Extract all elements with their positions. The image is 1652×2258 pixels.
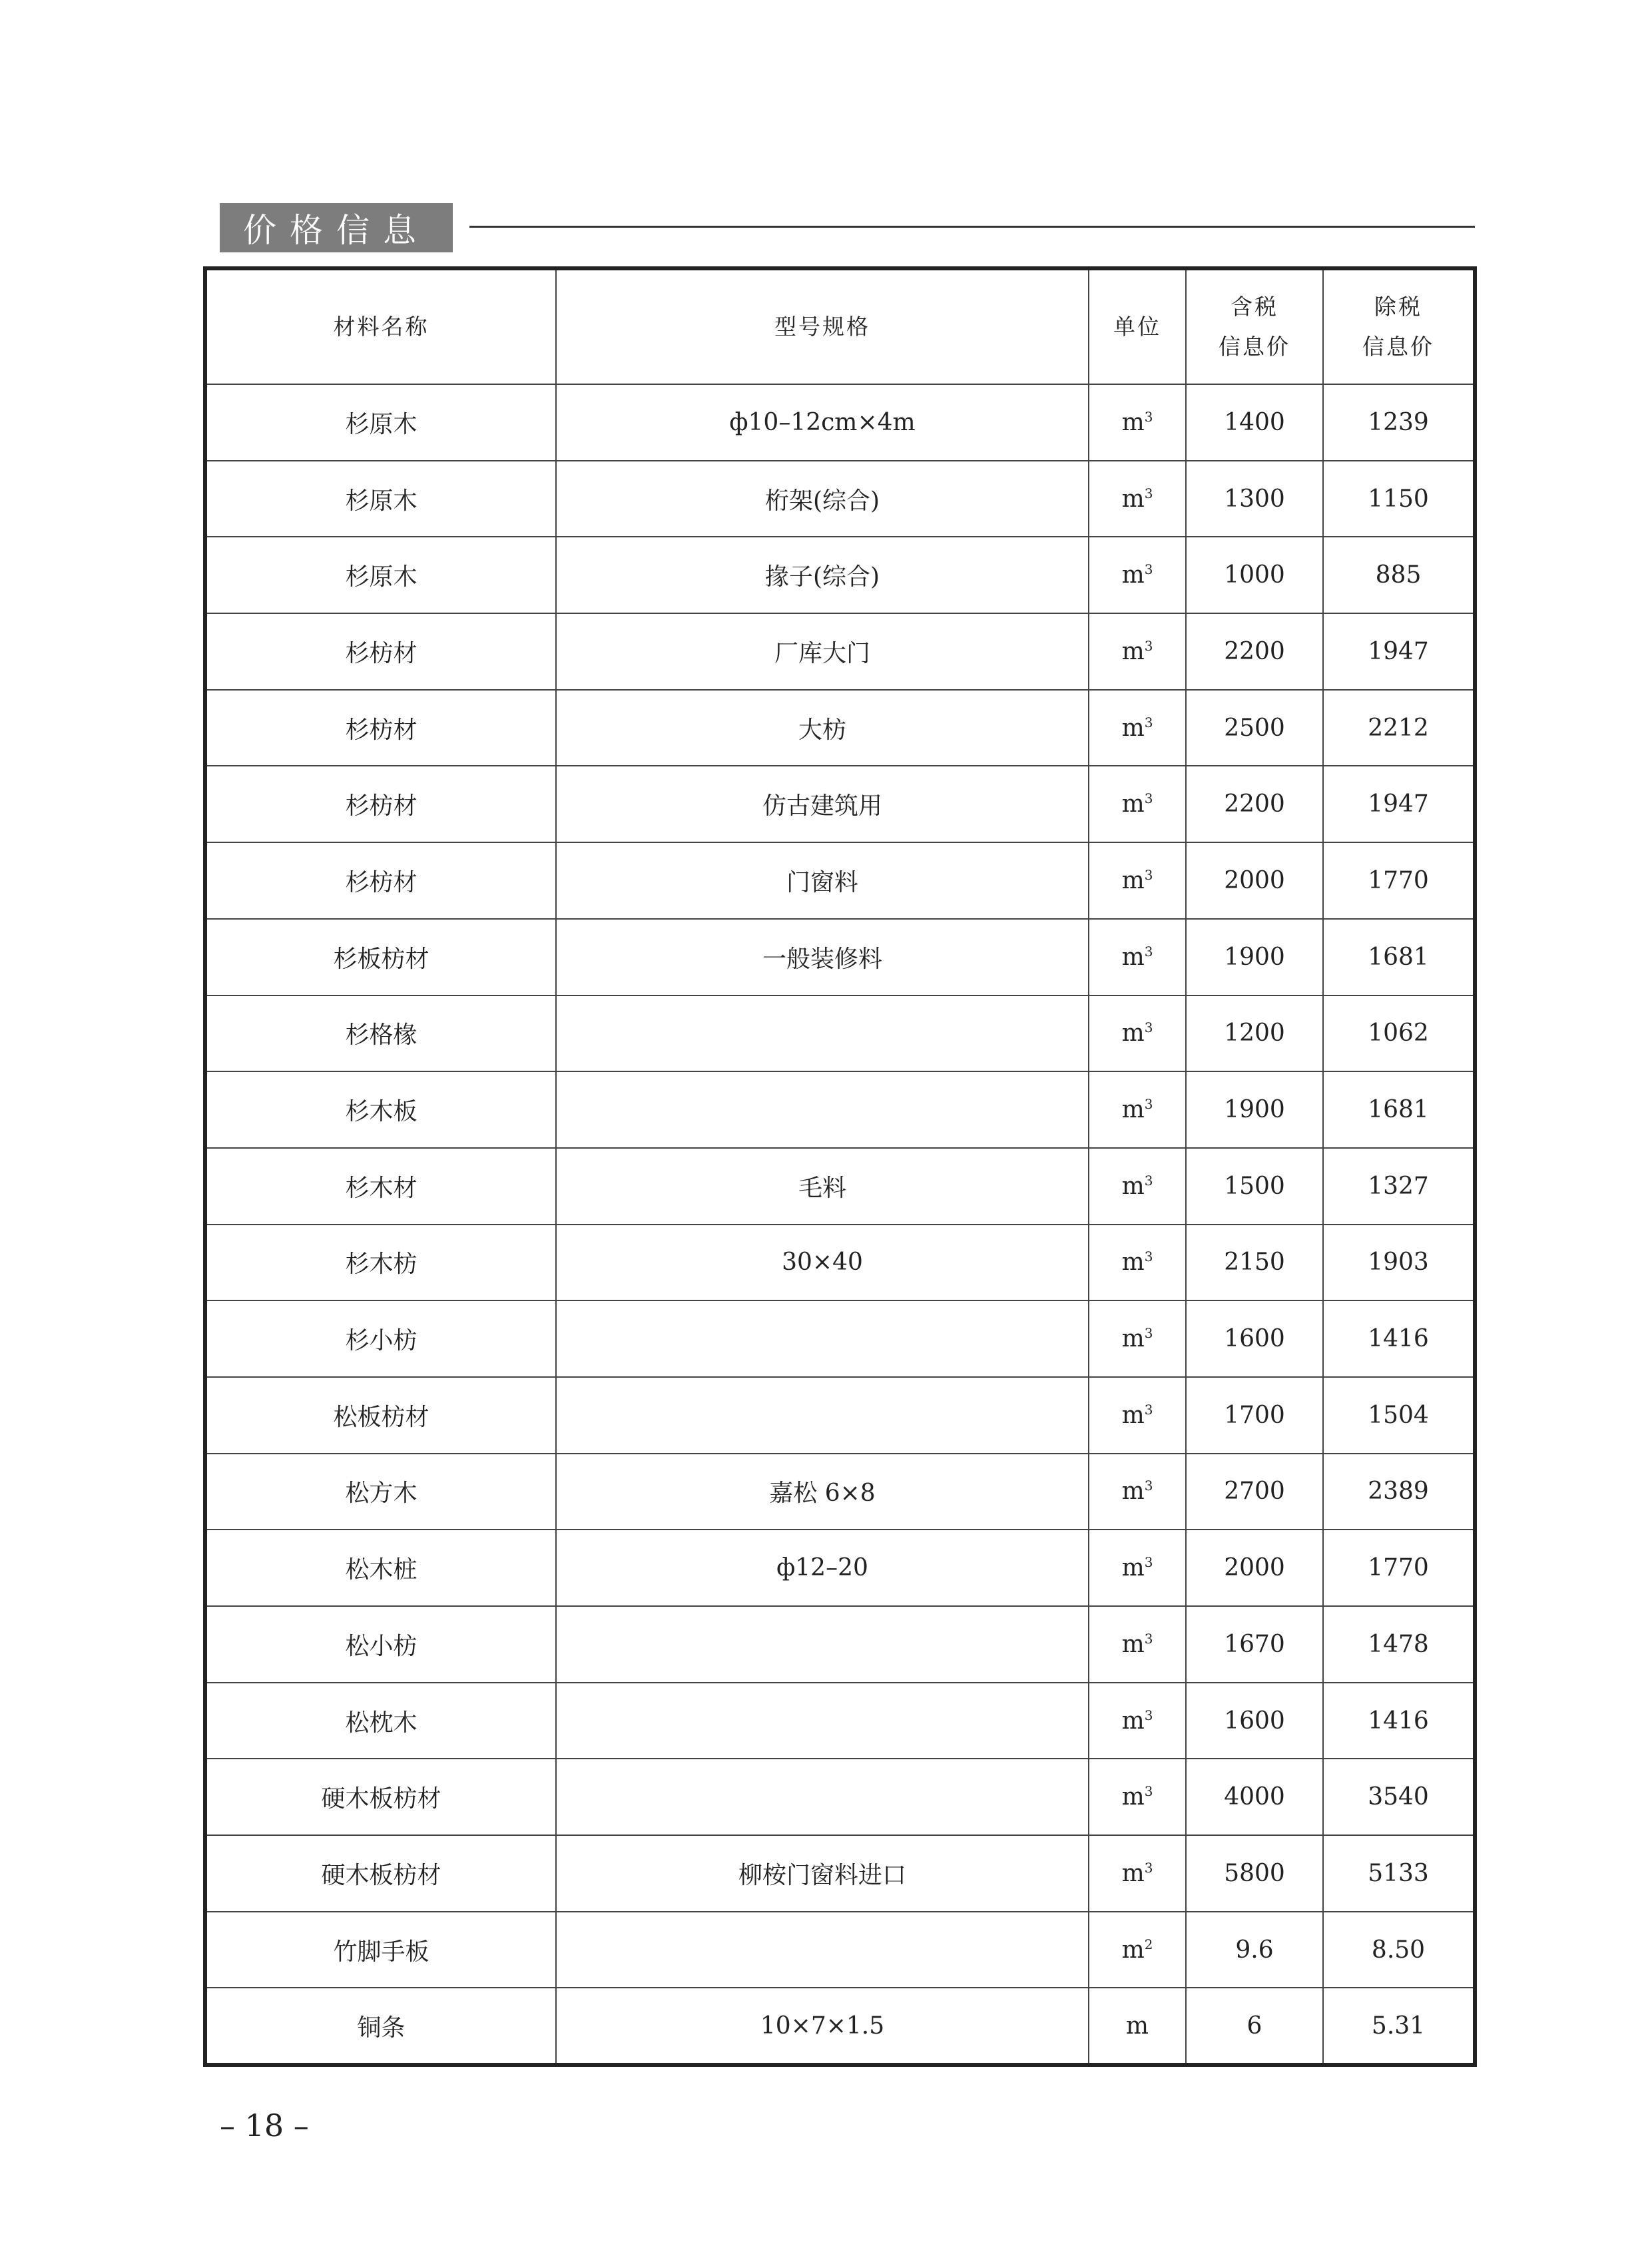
header-price-with-tax xyxy=(1186,270,1323,384)
material-name-cell: 杉原木 xyxy=(207,384,556,461)
table-row xyxy=(207,919,1473,995)
material-name-cell: 硬木板枋材 xyxy=(207,1835,556,1912)
price-without-tax-cell: 8.50 xyxy=(1323,1912,1473,1988)
price-with-tax-cell: 2000 xyxy=(1186,1530,1323,1606)
spec-cell: 桁架(综合) xyxy=(556,461,1089,537)
table-row xyxy=(207,995,1473,1072)
material-name-cell: 竹脚手板 xyxy=(207,1912,556,1988)
price-with-tax-cell: 1600 xyxy=(1186,1683,1323,1759)
unit-base: m xyxy=(1121,485,1145,513)
unit-cell xyxy=(1089,537,1186,613)
table-row xyxy=(207,1454,1473,1530)
spec-cell: ф12–20 xyxy=(556,1530,1089,1606)
table-row xyxy=(207,766,1473,842)
price-with-tax-cell: 1700 xyxy=(1186,1377,1323,1454)
unit-base: m xyxy=(1121,943,1145,971)
spec-cell xyxy=(556,1606,1089,1683)
price-with-tax-cell: 1900 xyxy=(1186,919,1323,995)
spec-cell xyxy=(556,1912,1089,1988)
price-with-tax-cell: 1900 xyxy=(1186,1071,1323,1148)
unit-cell xyxy=(1089,384,1186,461)
header-price-with-tax-line2: 信息价 xyxy=(1219,334,1290,360)
price-without-tax-cell: 2212 xyxy=(1323,690,1473,766)
price-with-tax-cell: 1300 xyxy=(1186,461,1323,537)
table-row xyxy=(207,1300,1473,1377)
price-without-tax-cell: 1681 xyxy=(1323,919,1473,995)
table-row xyxy=(207,1606,1473,1683)
price-with-tax-cell: 1400 xyxy=(1186,384,1323,461)
material-name-cell: 杉板枋材 xyxy=(207,919,556,995)
price-with-tax-cell: 1500 xyxy=(1186,1148,1323,1225)
unit-exponent: 3 xyxy=(1144,1096,1153,1113)
price-without-tax-cell: 1947 xyxy=(1323,613,1473,690)
spec-cell: 10×7×1.5 xyxy=(556,1988,1089,2063)
spec-cell: 30×40 xyxy=(556,1225,1089,1301)
price-with-tax-cell: 1200 xyxy=(1186,995,1323,1072)
table-row xyxy=(207,1071,1473,1148)
section-title: 价格信息 xyxy=(220,203,453,252)
header-price-without-tax xyxy=(1323,270,1473,384)
spec-cell: 掾子(综合) xyxy=(556,537,1089,613)
material-name-cell: 硬木板枋材 xyxy=(207,1759,556,1835)
spec-cell: 一般装修料 xyxy=(556,919,1089,995)
table-row xyxy=(207,461,1473,537)
table-row xyxy=(207,613,1473,690)
spec-cell xyxy=(556,1300,1089,1377)
header-price-with-tax-line1: 含税 xyxy=(1231,294,1278,320)
spec-cell: 柳桉门窗料进口 xyxy=(556,1835,1089,1912)
unit-base: m xyxy=(1121,1478,1145,1506)
unit-base: m xyxy=(1121,1783,1145,1811)
unit-base: m xyxy=(1121,1096,1145,1124)
table-row xyxy=(207,1912,1473,1988)
unit-exponent: 3 xyxy=(1144,1019,1153,1036)
unit-base: m xyxy=(1121,408,1145,436)
unit-base: m xyxy=(1121,1401,1145,1429)
spec-cell: 厂库大门 xyxy=(556,613,1089,690)
table-row xyxy=(207,537,1473,613)
material-name-cell: 杉原木 xyxy=(207,461,556,537)
spec-cell xyxy=(556,995,1089,1072)
unit-base: m xyxy=(1121,1019,1145,1047)
unit-cell xyxy=(1089,1225,1186,1301)
unit-cell xyxy=(1089,613,1186,690)
price-with-tax-cell: 1000 xyxy=(1186,537,1323,613)
header-material-name: 材料名称 xyxy=(207,270,556,384)
unit-base: m xyxy=(1121,561,1145,589)
price-without-tax-cell: 3540 xyxy=(1323,1759,1473,1835)
table-row xyxy=(207,1148,1473,1225)
price-without-tax-cell: 1239 xyxy=(1323,384,1473,461)
table-row xyxy=(207,1683,1473,1759)
spec-cell xyxy=(556,1377,1089,1454)
unit-cell xyxy=(1089,1300,1186,1377)
unit-exponent: 3 xyxy=(1144,1707,1153,1723)
unit-exponent: 3 xyxy=(1144,408,1153,425)
unit-cell xyxy=(1089,1606,1186,1683)
spec-cell: 仿古建筑用 xyxy=(556,766,1089,842)
page-number: – 18 – xyxy=(220,2108,309,2143)
unit-exponent: 3 xyxy=(1144,1783,1153,1800)
spec-cell: ф10–12cm×4m xyxy=(556,384,1089,461)
spec-cell: 门窗料 xyxy=(556,842,1089,919)
price-without-tax-cell: 1947 xyxy=(1323,766,1473,842)
material-name-cell: 杉木板 xyxy=(207,1071,556,1148)
table-row xyxy=(207,1530,1473,1606)
unit-exponent: 3 xyxy=(1144,866,1153,883)
material-name-cell: 杉枋材 xyxy=(207,766,556,842)
unit-base: m xyxy=(1121,1630,1145,1658)
price-without-tax-cell: 885 xyxy=(1323,537,1473,613)
price-with-tax-cell: 9.6 xyxy=(1186,1912,1323,1988)
unit-cell xyxy=(1089,1835,1186,1912)
unit-exponent: 3 xyxy=(1144,1325,1153,1342)
price-without-tax-cell: 5133 xyxy=(1323,1835,1473,1912)
price-without-tax-cell: 1327 xyxy=(1323,1148,1473,1225)
price-without-tax-cell: 1681 xyxy=(1323,1071,1473,1148)
material-name-cell: 杉格椽 xyxy=(207,995,556,1072)
unit-cell xyxy=(1089,1071,1186,1148)
price-without-tax-cell: 1903 xyxy=(1323,1225,1473,1301)
material-name-cell: 松木桩 xyxy=(207,1530,556,1606)
table-row xyxy=(207,1759,1473,1835)
material-name-cell: 杉枋材 xyxy=(207,613,556,690)
unit-cell xyxy=(1089,1454,1186,1530)
price-without-tax-cell: 1416 xyxy=(1323,1683,1473,1759)
spec-cell: 大枋 xyxy=(556,690,1089,766)
price-without-tax-cell: 1478 xyxy=(1323,1606,1473,1683)
price-without-tax-cell: 5.31 xyxy=(1323,1988,1473,2063)
price-with-tax-cell: 2150 xyxy=(1186,1225,1323,1301)
material-name-cell: 松方木 xyxy=(207,1454,556,1530)
material-name-cell: 松枕木 xyxy=(207,1683,556,1759)
price-with-tax-cell: 1670 xyxy=(1186,1606,1323,1683)
spec-cell xyxy=(556,1759,1089,1835)
material-name-cell: 杉枋材 xyxy=(207,690,556,766)
unit-base: m xyxy=(1121,1554,1145,1582)
price-table xyxy=(207,270,1473,2063)
price-with-tax-cell: 5800 xyxy=(1186,1835,1323,1912)
unit-cell xyxy=(1089,1148,1186,1225)
header-price-without-tax-line2: 信息价 xyxy=(1362,334,1434,360)
price-with-tax-cell: 6 xyxy=(1186,1988,1323,2063)
unit-exponent: 3 xyxy=(1144,714,1153,730)
unit-exponent: 3 xyxy=(1144,1249,1153,1265)
header-spec: 型号规格 xyxy=(556,270,1089,384)
unit-cell xyxy=(1089,995,1186,1072)
unit-base: m xyxy=(1121,1325,1145,1353)
table-row xyxy=(207,842,1473,919)
unit-base: m xyxy=(1121,637,1145,665)
unit-base: m xyxy=(1121,1859,1145,1887)
price-with-tax-cell: 4000 xyxy=(1186,1759,1323,1835)
unit-exponent: 3 xyxy=(1144,1401,1153,1418)
price-with-tax-cell: 2200 xyxy=(1186,613,1323,690)
spec-cell xyxy=(556,1071,1089,1148)
table-body xyxy=(207,384,1473,2063)
unit-cell xyxy=(1089,842,1186,919)
unit-base: m xyxy=(1121,714,1145,742)
table-row xyxy=(207,690,1473,766)
unit-exponent: 3 xyxy=(1144,1172,1153,1189)
material-name-cell: 杉原木 xyxy=(207,537,556,613)
unit-cell xyxy=(1089,461,1186,537)
unit-exponent: 3 xyxy=(1144,561,1153,578)
unit-exponent: 3 xyxy=(1144,1630,1153,1647)
table-row xyxy=(207,1225,1473,1301)
price-without-tax-cell: 2389 xyxy=(1323,1454,1473,1530)
unit-cell xyxy=(1089,1377,1186,1454)
spec-cell: 嘉松 6×8 xyxy=(556,1454,1089,1530)
material-name-cell: 杉小枋 xyxy=(207,1300,556,1377)
price-with-tax-cell: 2200 xyxy=(1186,766,1323,842)
material-name-cell: 铜条 xyxy=(207,1988,556,2063)
price-with-tax-cell: 2000 xyxy=(1186,842,1323,919)
material-name-cell: 松小枋 xyxy=(207,1606,556,1683)
unit-base: m xyxy=(1125,2012,1149,2040)
table-row xyxy=(207,1988,1473,2063)
unit-cell xyxy=(1089,1683,1186,1759)
header-price-without-tax-line1: 除税 xyxy=(1374,294,1422,320)
material-name-cell: 杉枋材 xyxy=(207,842,556,919)
price-without-tax-cell: 1416 xyxy=(1323,1300,1473,1377)
price-with-tax-cell: 2500 xyxy=(1186,690,1323,766)
price-without-tax-cell: 1770 xyxy=(1323,1530,1473,1606)
price-without-tax-cell: 1150 xyxy=(1323,461,1473,537)
price-without-tax-cell: 1770 xyxy=(1323,842,1473,919)
unit-cell xyxy=(1089,1759,1186,1835)
material-name-cell: 杉木枋 xyxy=(207,1225,556,1301)
unit-exponent: 3 xyxy=(1144,1554,1153,1571)
price-table-frame xyxy=(203,266,1477,2067)
spec-cell xyxy=(556,1683,1089,1759)
unit-cell xyxy=(1089,1530,1186,1606)
unit-base: m xyxy=(1121,866,1145,894)
unit-exponent: 2 xyxy=(1144,1936,1153,1952)
header-unit: 单位 xyxy=(1089,270,1186,384)
price-with-tax-cell: 2700 xyxy=(1186,1454,1323,1530)
table-row xyxy=(207,384,1473,461)
unit-base: m xyxy=(1121,790,1145,818)
price-with-tax-cell: 1600 xyxy=(1186,1300,1323,1377)
table-row xyxy=(207,1377,1473,1454)
unit-exponent: 3 xyxy=(1144,637,1153,654)
unit-base: m xyxy=(1121,1249,1145,1276)
unit-cell xyxy=(1089,1912,1186,1988)
price-without-tax-cell: 1062 xyxy=(1323,995,1473,1072)
table-row xyxy=(207,1835,1473,1912)
unit-exponent: 3 xyxy=(1144,1859,1153,1876)
table-header-row xyxy=(207,270,1473,384)
unit-cell xyxy=(1089,766,1186,842)
material-name-cell: 松板枋材 xyxy=(207,1377,556,1454)
price-without-tax-cell: 1504 xyxy=(1323,1377,1473,1454)
unit-base: m xyxy=(1121,1936,1145,1964)
unit-cell xyxy=(1089,919,1186,995)
unit-cell xyxy=(1089,690,1186,766)
unit-exponent: 3 xyxy=(1144,790,1153,807)
unit-exponent: 3 xyxy=(1144,1478,1153,1494)
header-rule xyxy=(469,226,1475,228)
material-name-cell: 杉木材 xyxy=(207,1148,556,1225)
unit-base: m xyxy=(1121,1172,1145,1200)
unit-exponent: 3 xyxy=(1144,943,1153,960)
unit-cell xyxy=(1089,1988,1186,2063)
unit-base: m xyxy=(1121,1707,1145,1735)
unit-exponent: 3 xyxy=(1144,485,1153,501)
spec-cell: 毛料 xyxy=(556,1148,1089,1225)
